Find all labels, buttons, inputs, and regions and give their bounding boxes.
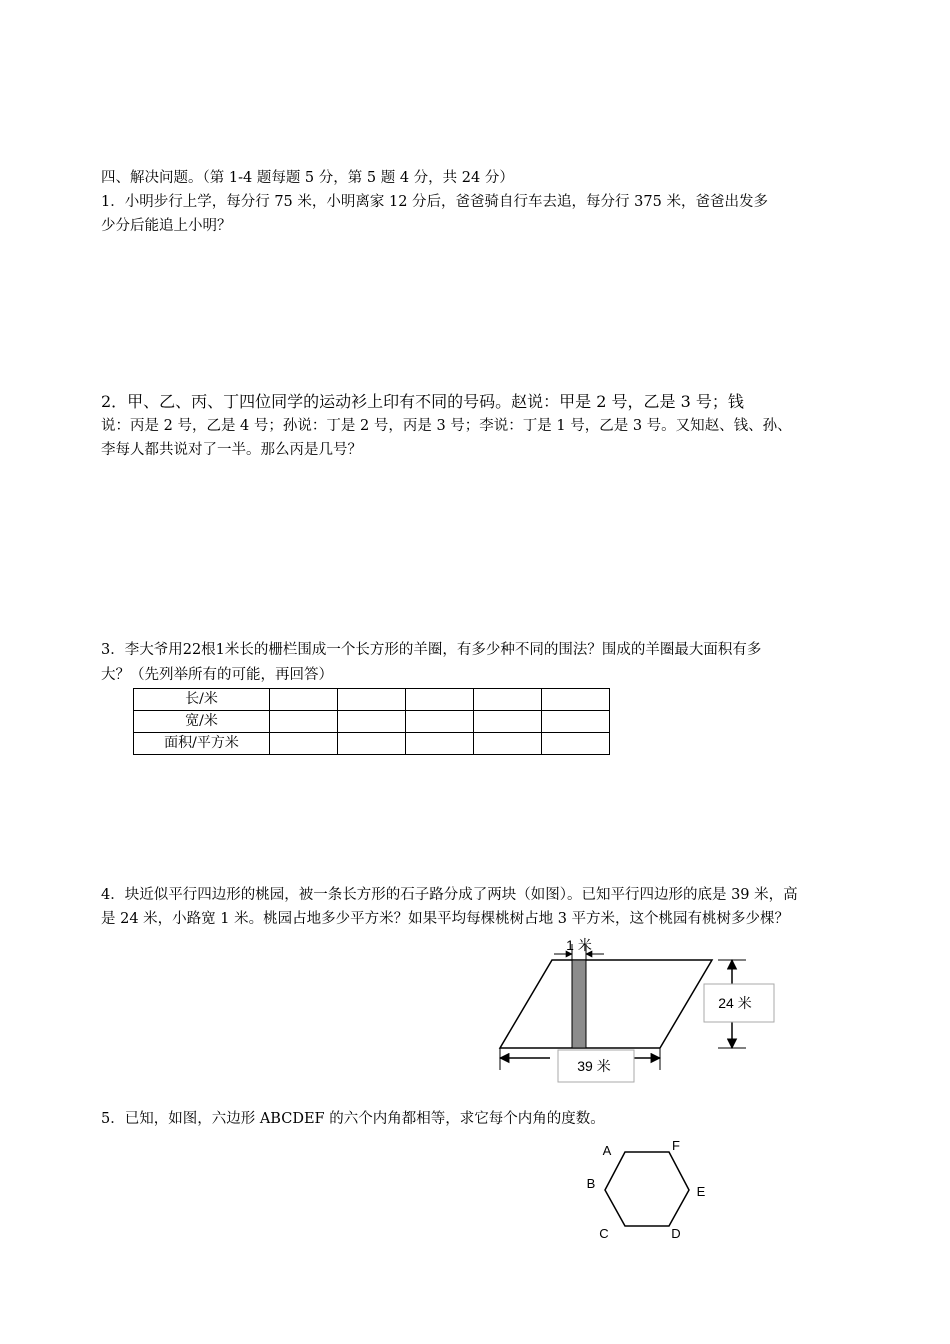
answer-cell[interactable] bbox=[270, 733, 338, 755]
row-header-length: 长/米 bbox=[134, 689, 270, 711]
q3-line1: 3．李大爷用22根1米长的栅栏围成一个长方形的羊圈，有多少种不同的围法？围成的羊圈最大面积有多 bbox=[101, 642, 762, 658]
vertex-a: A bbox=[602, 1143, 612, 1158]
answer-cell[interactable] bbox=[542, 689, 610, 711]
q4-line2: 是 24 米，小路宽 1 米。桃园占地多少平方米？如果平均每棵桃树占地 3 平方米，这个桃园有桃树多少棵？ bbox=[101, 911, 790, 927]
row-header-area: 面积/平方米 bbox=[134, 733, 270, 755]
label-height: 24 米 bbox=[718, 995, 752, 1011]
q2-line1: 2．甲、乙、丙、丁四位同学的运动衫上印有不同的号码。赵说：甲是 2 号，乙是 3 号；钱 bbox=[101, 392, 744, 411]
table-row bbox=[134, 733, 610, 755]
q1-line2: 少分后能追上小明？ bbox=[101, 218, 232, 234]
hexagon-diagram bbox=[575, 1130, 725, 1250]
q4-line1: 4．块近似平行四边形的桃园，被一条长方形的石子路分成了两块（如图）。已知平行四边形的底是 39 米，高 bbox=[101, 887, 798, 903]
q3-line2: 大？（先列举所有的可能，再回答） bbox=[101, 667, 333, 683]
answer-cell[interactable] bbox=[474, 689, 542, 711]
section-title: 四、解决问题。（第 1-4 题每题 5 分，第 5 题 4 分，共 24 分） bbox=[101, 170, 514, 186]
answer-cell[interactable] bbox=[406, 733, 474, 755]
row-header-width: 宽/米 bbox=[134, 711, 270, 733]
label-width: 1 米 bbox=[566, 937, 592, 953]
answer-cell[interactable] bbox=[338, 733, 406, 755]
stone-path bbox=[572, 960, 586, 1048]
answer-cell[interactable] bbox=[338, 711, 406, 733]
q2-line2: 说：丙是 2 号，乙是 4 号；孙说：丁是 2 号，丙是 3 号；李说：丁是 1 号，乙是 3 号。又知赵、钱、孙、 bbox=[101, 418, 792, 434]
vertex-f: F bbox=[672, 1138, 680, 1153]
table-row bbox=[134, 689, 610, 711]
answer-cell[interactable] bbox=[474, 733, 542, 755]
vertex-c: C bbox=[599, 1226, 609, 1241]
answer-cell[interactable] bbox=[542, 711, 610, 733]
answer-cell[interactable] bbox=[270, 711, 338, 733]
q1-line1: 1．小明步行上学，每分行 75 米，小明离家 12 分后，爸爸骑自行车去追，每分行 375 米，爸爸出发多 bbox=[101, 194, 768, 210]
answer-cell[interactable] bbox=[338, 689, 406, 711]
parallelogram-diagram bbox=[490, 930, 790, 1090]
q3-table bbox=[133, 688, 610, 755]
answer-cell[interactable] bbox=[474, 711, 542, 733]
label-base: 39 米 bbox=[577, 1058, 611, 1074]
q5-line1: 5．已知，如图，六边形 ABCDEF 的六个内角都相等，求它每个内角的度数。 bbox=[101, 1111, 605, 1127]
vertex-d: D bbox=[671, 1226, 681, 1241]
hexagon-shape bbox=[605, 1152, 689, 1226]
vertex-e: E bbox=[696, 1184, 706, 1199]
q2-line3: 李每人都共说对了一半。那么丙是几号？ bbox=[101, 442, 362, 458]
answer-cell[interactable] bbox=[270, 689, 338, 711]
parallelogram-shape bbox=[500, 960, 712, 1048]
answer-cell[interactable] bbox=[542, 733, 610, 755]
table-row bbox=[134, 711, 610, 733]
answer-cell[interactable] bbox=[406, 711, 474, 733]
answer-cell[interactable] bbox=[406, 689, 474, 711]
vertex-b: B bbox=[586, 1176, 596, 1191]
